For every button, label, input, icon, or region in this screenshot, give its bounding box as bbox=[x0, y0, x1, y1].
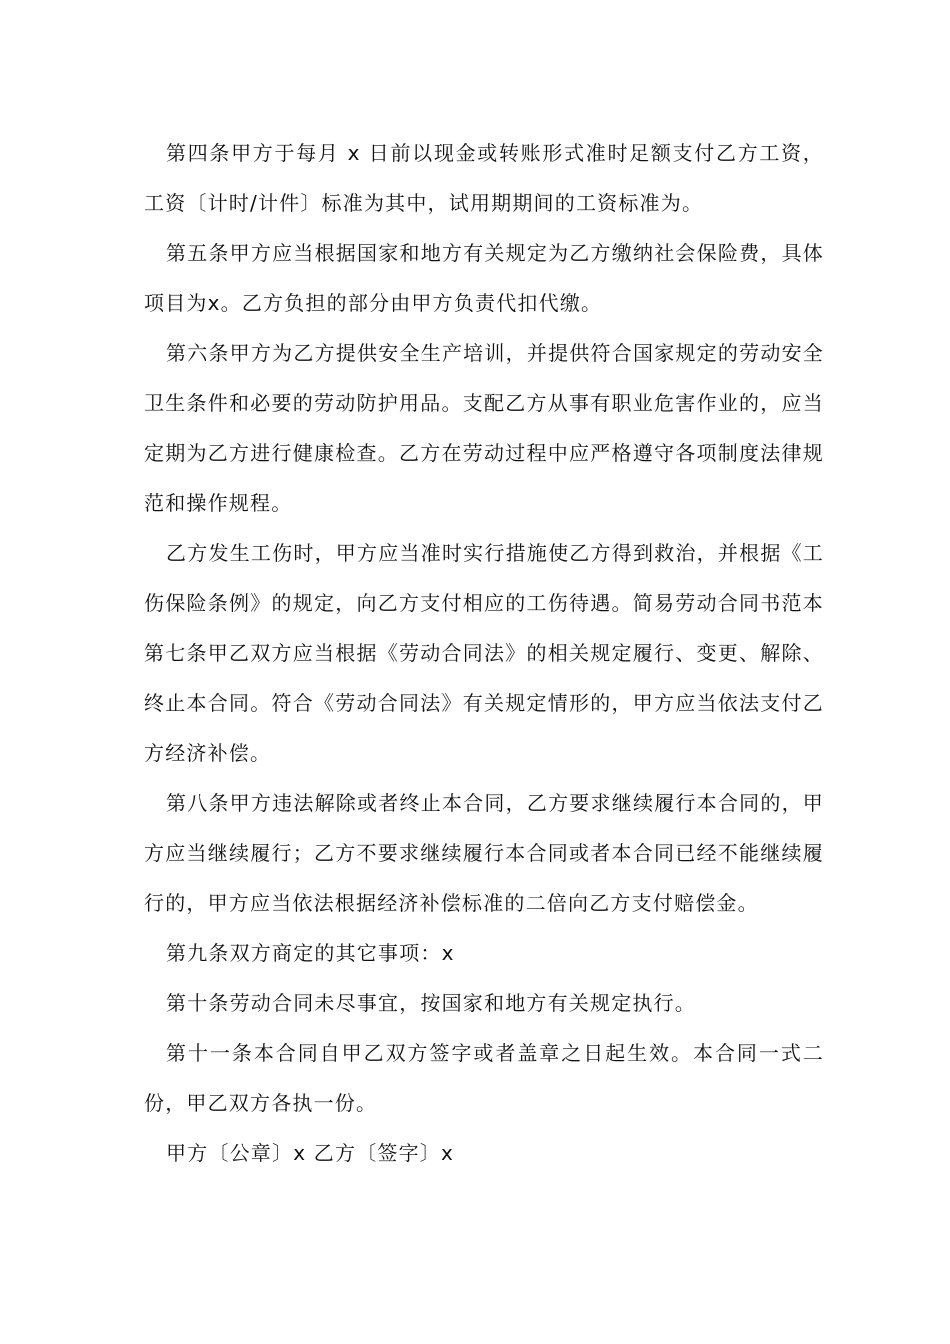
signature-line: 甲方〔公章〕x 乙方〔签字〕x bbox=[166, 1141, 455, 1165]
article-11-effectiveness: 第十一条本合同自甲乙双方签字或者盖章之日起生效。本合同一式二份，甲乙双方各执一份。 bbox=[144, 1041, 824, 1115]
work-injury-and-article-7: 乙方发生工伤时，甲方应当准时实行措施使乙方得到救治，并根据《工伤保险条例》的规定，向乙方支付相应的工伤待遇。简易劳动合同书范本第七条甲乙双方应当根据《劳动合同法》的相关规定履行、变更、解除、终止本合同。符合《劳动合同法》有关规定情形的，甲方应当依法支付乙方经济补偿。 bbox=[144, 541, 824, 765]
article-10-unspecified-matters: 第十条劳动合同未尽事宜，按国家和地方有关规定执行。 bbox=[166, 991, 696, 1015]
article-6-safety: 第六条甲方为乙方提供安全生产培训，并提供符合国家规定的劳动安全卫生条件和必要的劳动防护用品。支配乙方从事有职业危害作业的，应当定期为乙方进行健康检查。乙方在劳动过程中应严格遵守各项制度法律规范和操作规程。 bbox=[144, 341, 824, 515]
article-5-social-insurance: 第五条甲方应当根据国家和地方有关规定为乙方缴纳社会保险费，具体项目为x。乙方负担的部分由甲方负责代扣代缴。 bbox=[144, 241, 824, 315]
article-9-other-matters: 第九条双方商定的其它事项：x bbox=[166, 941, 455, 965]
document-body bbox=[144, 128, 824, 1178]
article-4-wages: 第四条甲方于每月 x 日前以现金或转账形式准时足额支付乙方工资，工资〔计时/计件〕标准为其中，试用期期间的工资标准为。 bbox=[144, 141, 824, 215]
article-8-compensation: 第八条甲方违法解除或者终止本合同，乙方要求继续履行本合同的，甲方应当继续履行；乙方不要求继续履行本合同或者本合同已经不能继续履行的，甲方应当依法根据经济补偿标准的二倍向乙方支付赔偿金。 bbox=[144, 791, 824, 915]
